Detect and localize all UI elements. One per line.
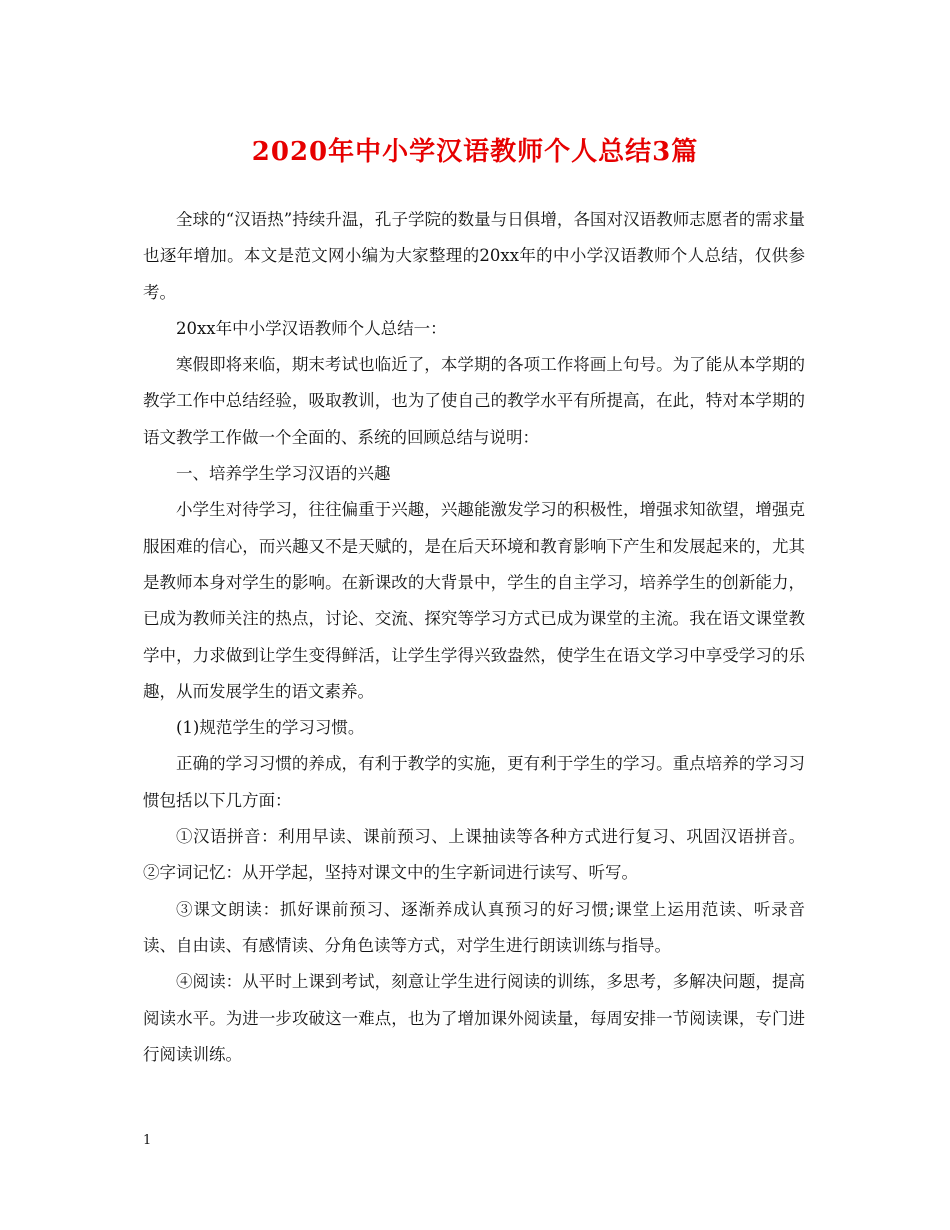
document-body — [143, 202, 805, 1073]
paragraph-intro: 全球的“汉语热”持续升温，孔子学院的数量与日俱增，各国对汉语教师志愿者的需求量也逐年增加。本文是范文网小编为大家整理的20xx年的中小学汉语教师个人总结，仅供参考。 — [143, 210, 805, 302]
paragraph: 小学生对待学习，往往偏重于兴趣，兴趣能激发学习的积极性，增强求知欲望，增强克服困难的信心，而兴趣又不是天赋的，是在后天环境和教育影响下产生和发展起来的，尤其是教师本身对学生的影响。在新课改的大背景中，学生的自主学习，培养学生的创新能力，已成为教师关注的热点，讨论、交流、探究等学习方式已成为课堂的主流。我在语文课堂教学中，力求做到让学生变得鲜活，让学生学得兴致盎然，使学生在语文学习中享受学习的乐趣，从而发展学生的语文素养。 — [143, 500, 805, 701]
paragraph-list-item: ③课文朗读：抓好课前预习、逐渐养成认真预习的好习惯;课堂上运用范读、听录音读、自由读、有感情读、分角色读等方式，对学生进行朗读训练与指导。 — [143, 899, 805, 955]
paragraph-list-item: ①汉语拼音：利用早读、课前预习、上课抽读等各种方式进行复习、巩固汉语拼音。 ②字词记忆：从开学起，坚持对课文中的生字新词进行读写、听写。 — [143, 827, 805, 883]
document-title: 2020年中小学汉语教师个人总结3篇 — [251, 137, 699, 167]
paragraph: 正确的学习习惯的养成，有利于教学的实施，更有利于学生的学习。重点培养的学习习惯包括以下几方面： — [143, 754, 805, 810]
paragraph: 寒假即将来临，期末考试也临近了，本学期的各项工作将画上句号。为了能从本学期的教学工作中总结经验，吸取教训，也为了使自己的教学水平有所提高，在此，特对本学期的语文教学工作做一个全面的、系统的回顾总结与说明： — [143, 355, 805, 447]
paragraph-list-item: ④阅读：从平时上课到考试，刻意让学生进行阅读的训练，多思考，多解决问题，提高阅读水平。为进一步攻破这一难点，也为了增加课外阅读量，每周安排一节阅读课，专门进行阅读训练。 — [143, 972, 805, 1064]
paragraph-section-heading: 20xx年中小学汉语教师个人总结一： — [176, 318, 447, 338]
paragraph-subheading: 一、培养学生学习汉语的兴趣 — [176, 464, 391, 484]
page-number: 1 — [143, 1133, 152, 1148]
paragraph-subheading: (1)规范学生的学习习惯。 — [176, 718, 365, 738]
